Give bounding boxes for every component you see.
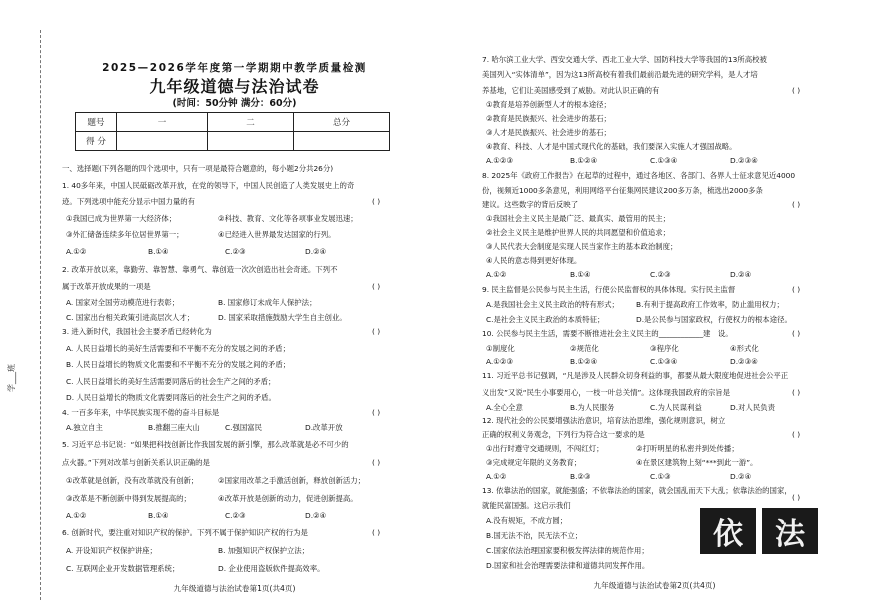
question-stem: 12. 现代社会的公民要增强法治意识，培育法治思维，强化规则意识，树立 <box>482 416 726 425</box>
question-item: ①我国已成为世界第一大经济体； <box>66 214 177 223</box>
score-cell-part2[interactable] <box>208 132 294 151</box>
binding-line <box>40 30 41 600</box>
question-stem: 建议。这些数字的背后反映了 <box>482 200 579 209</box>
answer-paren: ( ) <box>792 285 801 294</box>
answer-paren: ( ) <box>792 493 801 502</box>
choice-c: C.为人民谋利益 <box>650 403 702 412</box>
question-stem: 正确的权利义务观念，下列行为符合这一要求的是 <box>482 430 645 439</box>
calligraphy-stamp-image <box>700 508 818 554</box>
question-stem: 10. 公民参与民主生活，需要不断推进社会主义民主的____________建 设。 <box>482 329 733 338</box>
answer-paren: ( ) <box>372 197 381 206</box>
question-stem: 点火器。”下列对改革与创新关系认识正确的是 <box>62 458 210 467</box>
question-stem: 6. 创新时代，要注重对知识产权的保护。下列不属于保护知识产权的行为是 <box>62 528 308 537</box>
question-item: ③外汇储备连续多年位居世界第一； <box>66 230 184 239</box>
choice-b: B. 国家修订未成年人保护法； <box>218 298 317 307</box>
choice-c: C.②③ <box>650 270 671 279</box>
question-stem: 7. 哈尔滨工业大学、西安交通大学、西北工业大学、国防科技大学等我国的13所高校被 <box>482 55 767 64</box>
choice-d: D.②③④ <box>730 156 758 165</box>
choice-a: A. 人民日益增长的美好生活需要和不平衡不充分的发展之间的矛盾； <box>66 344 290 353</box>
choice-b: B.①④ <box>148 247 169 256</box>
question-stem: 就能民富国强。这启示我们 <box>482 501 571 510</box>
question-item: ②规范化 <box>570 344 599 353</box>
answer-paren: ( ) <box>372 458 381 467</box>
answer-paren: ( ) <box>792 329 801 338</box>
answer-paren: ( ) <box>372 327 381 336</box>
question-stem: 份，视频近1000多条意见，利用网络平台征集网民建议200多万条，梳选出2000多条 <box>482 186 763 195</box>
choice-d: D.改革开放 <box>305 423 343 432</box>
question-item: ④已经进入世界最发达国家的行列。 <box>218 230 336 239</box>
choice-d: D. 人民日益增长的物质文化需要同落后的社会生产之间的矛盾。 <box>66 393 276 402</box>
choice-c: C.①③ <box>650 472 671 481</box>
choice-b: B.为人民服务 <box>570 403 615 412</box>
choice-a: A.没有规矩，不成方圆； <box>486 516 568 525</box>
choice-d: D. 企业使用盗版软件提高效率。 <box>218 564 325 573</box>
choice-a: A.①②③ <box>486 357 514 366</box>
choice-a: A. 国家对全国劳动模范进行表彰； <box>66 298 180 307</box>
question-item: ④在景区建筑物上刻“***到此一游”。 <box>636 458 758 467</box>
choice-a: A.①② <box>486 472 507 481</box>
choice-a: A.独立自主 <box>66 423 103 432</box>
answer-paren: ( ) <box>372 528 381 537</box>
question-stem: 美国列入“实体清单”，因为这13所高校有着我们最前沿最先进的研究学科，是人才培 <box>482 70 758 79</box>
section-title: 一、选择题(下列各题的四个选项中，只有一项是最符合题意的，每小题2分共26分) <box>62 164 334 173</box>
stamp-char: 依 <box>700 508 756 554</box>
question-item: ③改革是不断创新中得到发展提高的； <box>66 494 191 503</box>
question-item: ①教育是培养创新型人才的根本途径； <box>486 100 611 109</box>
question-item: ①我国社会主义民主是最广泛、最真实、最管用的民主； <box>486 214 671 223</box>
answer-paren: ( ) <box>792 200 801 209</box>
choice-b: B. 人民日益增长的物质文化需要和不平衡不充分的发展之间的矛盾； <box>66 360 291 369</box>
choice-c: C.国家依法治理国家要积极发挥法律的规范作用； <box>486 546 649 555</box>
choice-a: A.是我国社会主义民主政治的特有形式； <box>486 300 619 309</box>
choice-b: B.国无法不治，民无法不立； <box>486 531 583 540</box>
score-header-total: 总分 <box>294 113 390 132</box>
question-stem: 5. 习近平总书记说：“如果把科技创新比作我国发展的新引擎，那么改革就是必不可少的 <box>62 440 349 449</box>
choice-d: D.②④ <box>730 472 752 481</box>
choice-c: C.①③④ <box>650 156 678 165</box>
choice-d: D.②③④ <box>730 357 758 366</box>
score-row-label: 得 分 <box>76 132 117 151</box>
question-stem: 3. 进入新时代，我国社会主要矛盾已经转化为 <box>62 327 212 336</box>
question-stem: 13. 依靠法治的国家，就能强盛；不依靠法治的国家，就会国乱而天下大乱；依靠法治的国家， <box>482 486 792 495</box>
question-item: ③程序化 <box>650 344 679 353</box>
question-item: ③完成规定年限的义务教育； <box>486 458 582 467</box>
choice-d: D.②④ <box>730 270 752 279</box>
choice-d: D.是公民参与国家政权，行使权力的根本途径。 <box>636 315 792 324</box>
question-item: ③人民代表大会制度是实现人民当家作主的基本政治制度； <box>486 242 678 251</box>
question-stem: 2. 改革开放以来，靠勤劳、靠智慧、靠勇气、靠创造一次次创造出社会奇迹。下列不 <box>62 265 338 274</box>
binding-class-label: 学___班 <box>7 364 16 392</box>
choice-a: A.①② <box>486 270 507 279</box>
page-footer: 九年级道德与法治试卷第2页(共4页) <box>593 581 716 590</box>
question-stem: 属于改革开放成果的一项是 <box>62 282 151 291</box>
answer-paren: ( ) <box>372 282 381 291</box>
score-cell-part1[interactable] <box>117 132 208 151</box>
choice-c: C.强国富民 <box>225 423 263 432</box>
question-stem: 8. 2025年《政府工作报告》在起草的过程中，通过各地区、各部门、各界人士征求意见近4000 <box>482 171 796 180</box>
score-cell-total[interactable] <box>294 132 390 151</box>
choice-b: B.①④ <box>570 270 591 279</box>
answer-paren: ( ) <box>792 430 801 439</box>
choice-b: B.推翻三座大山 <box>148 423 200 432</box>
question-item: ②打听明星的私密并到处传播； <box>636 444 739 453</box>
question-item: ①制度化 <box>486 344 515 353</box>
question-item: ②国家用改革之手激活创新，释放创新活力； <box>218 476 366 485</box>
question-item: ③人才是民族振兴、社会进步的基石； <box>486 128 611 137</box>
choice-a: A.全心全意 <box>486 403 523 412</box>
score-header-label: 题号 <box>76 113 117 132</box>
exam-title: 九年级道德与法治试卷 <box>149 77 320 96</box>
score-header-part2: 二 <box>208 113 294 132</box>
score-header-part1: 一 <box>117 113 208 132</box>
choice-c: C. 国家出台相关政策引进高层次人才； <box>66 313 195 322</box>
question-stem: 1. 40多年来，中国人民砥砺改革开放，在党的领导下，中国人民创造了人类发展史上的奇 <box>62 181 355 190</box>
choice-a: A. 开设知识产权保护讲座； <box>66 546 157 555</box>
question-item: ④形式化 <box>730 344 759 353</box>
question-item: ①出行时遵守交通规则，不闯红灯； <box>486 444 604 453</box>
choice-b: B.①②④ <box>570 156 598 165</box>
question-stem: 养基地，它们让美国感受到了威胁。对此认识正确的有 <box>482 86 660 95</box>
question-item: ④改革开放是创新的动力，促进创新提高。 <box>218 494 358 503</box>
choice-c: C.②③ <box>225 511 246 520</box>
exam-meta: (时间：50分钟 满分：60分) <box>172 98 297 109</box>
choice-b: B.①④ <box>148 511 169 520</box>
question-item: ①改革就是创新，没有改革就没有创新； <box>66 476 199 485</box>
answer-paren: ( ) <box>372 408 381 417</box>
score-table-score-row <box>76 132 390 151</box>
score-table <box>75 112 390 151</box>
answer-paren: ( ) <box>792 86 801 95</box>
choice-c: C. 互联网企业开发数据管理系统； <box>66 564 180 573</box>
choice-c: C.是社会主义民主政治的本质特征； <box>486 315 605 324</box>
question-stem: 11. 习近平总书记强调，“凡是涉及人民群众切身利益的事，都要从最大限度地促进社会公平正 <box>482 371 789 380</box>
choice-c: C. 人民日益增长的美好生活需要同落后的社会生产之间的矛盾； <box>66 377 276 386</box>
choice-d: D.对人民负责 <box>730 403 775 412</box>
exam-term: 2025—2026学年度第一学期期中教学质量检测 <box>102 62 367 74</box>
answer-paren: ( ) <box>792 388 801 397</box>
choice-d: D.国家和社会治理需要法律和道德共同发挥作用。 <box>486 561 650 570</box>
choice-d: D. 国家采取措施鼓励大学生自主创业。 <box>218 313 347 322</box>
choice-c: C.①③④ <box>650 357 678 366</box>
choice-b: B.有利于提高政府工作效率，防止滥用权力； <box>636 300 784 309</box>
choice-c: C.②③ <box>225 247 246 256</box>
score-table-header-row <box>76 113 390 132</box>
choice-a: A.①②③ <box>486 156 514 165</box>
question-stem: 4. 一百多年来，中华民族实现不倦的奋斗目标是 <box>62 408 220 417</box>
question-item: ④人民的意志得到更好体现。 <box>486 256 582 265</box>
choice-b: B. 加强知识产权保护立法； <box>218 546 310 555</box>
question-item: ④教育、科技、人才是中国式现代化的基础，我们要深入实施人才强国战略。 <box>486 142 737 151</box>
choice-a: A.①② <box>66 511 87 520</box>
stamp-char: 法 <box>762 508 818 554</box>
page-footer: 九年级道德与法治试卷第1页(共4页) <box>173 584 296 593</box>
choice-d: D.②④ <box>305 247 327 256</box>
choice-b: B.①②④ <box>570 357 598 366</box>
choice-b: B.②③ <box>570 472 591 481</box>
question-stem: 9. 民主监督是公民参与民主生活，行使公民监督权的具体体现。实行民主监督 <box>482 285 736 294</box>
question-item: ②科技、教育、文化等各项事业发展迅速； <box>218 214 358 223</box>
choice-d: D.②④ <box>305 511 327 520</box>
question-item: ②教育是民族振兴、社会进步的基石； <box>486 114 611 123</box>
question-item: ②社会主义民主是维护世界人民的共同愿望和价值追求； <box>486 228 671 237</box>
choice-a: A.①② <box>66 247 87 256</box>
question-stem: 迹。下列选项中能充分显示中国力量的有 <box>62 197 196 206</box>
question-stem: 义出发”又说“民生小事要用心，一枝一叶总关情”。这体现我国政府的宗旨是 <box>482 388 730 397</box>
